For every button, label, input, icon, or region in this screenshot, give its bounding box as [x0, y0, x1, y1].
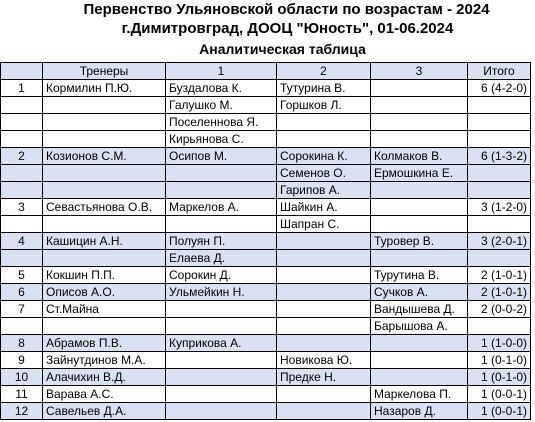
place-2: Шапран С.: [277, 216, 371, 233]
total: [468, 165, 531, 182]
place-2: [277, 335, 371, 352]
place-3: Сучков А.: [371, 284, 468, 301]
total: 3 (2-0-1): [468, 233, 531, 250]
place-2: Горшков Л.: [277, 97, 371, 114]
table-row: [1, 182, 531, 199]
place-3: [371, 114, 468, 131]
row-number: 10: [1, 369, 43, 386]
place-3: [371, 182, 468, 199]
coach-name: [43, 250, 166, 267]
place-3: [371, 216, 468, 233]
coach-name: Козионов С.М.: [43, 148, 166, 165]
total: [468, 216, 531, 233]
table-row: [1, 267, 531, 284]
row-number: [1, 97, 43, 114]
place-1: Галушко М.: [166, 97, 277, 114]
coach-name: [43, 165, 166, 182]
header-place-3: 3: [371, 63, 468, 80]
place-3: [371, 97, 468, 114]
place-1: Полуян П.: [166, 233, 277, 250]
table-row: [1, 403, 531, 420]
place-1: Осипов М.: [166, 148, 277, 165]
place-1: Кирьянова С.: [166, 131, 277, 148]
place-1: [166, 301, 277, 318]
place-3: Туровер В.: [371, 233, 468, 250]
table-row: [1, 250, 531, 267]
table-row: [1, 199, 531, 216]
coach-name: [43, 216, 166, 233]
place-3: Вандышева Д.: [371, 301, 468, 318]
place-2: Новикова Ю.: [277, 352, 371, 369]
title-line-3: Аналитическая таблица: [199, 41, 366, 57]
coach-name: Варава А.С.: [43, 386, 166, 403]
place-1: Елаева Д.: [166, 250, 277, 267]
total: [468, 131, 531, 148]
place-1: Маркелов А.: [166, 199, 277, 216]
header-coach-name: Тренеры: [43, 63, 166, 80]
place-2: [277, 301, 371, 318]
title-line-2: г.Димитровград, ДООЦ "Юность", 01-06.2024: [121, 20, 454, 37]
analytic-table: [0, 62, 531, 420]
total: 1 (0-0-1): [468, 386, 531, 403]
place-2: Сорокина К.: [277, 148, 371, 165]
row-number: [1, 131, 43, 148]
total: 1 (0-1-0): [468, 352, 531, 369]
header-row-number: [1, 63, 43, 80]
table-row: [1, 335, 531, 352]
table-row: [1, 386, 531, 403]
coach-name: Кашицин А.Н.: [43, 233, 166, 250]
place-2: Шайкин А.: [277, 199, 371, 216]
row-number: [1, 318, 43, 335]
place-1: Ульмейкин Н.: [166, 284, 277, 301]
row-number: [1, 216, 43, 233]
place-1: [166, 182, 277, 199]
place-3: [371, 199, 468, 216]
row-number: 4: [1, 233, 43, 250]
place-3: [371, 250, 468, 267]
coach-name: [43, 97, 166, 114]
place-3: Барышова А.: [371, 318, 468, 335]
coach-name: Описов А.О.: [43, 284, 166, 301]
total: [468, 97, 531, 114]
total: 3 (1-2-0): [468, 199, 531, 216]
row-number: 1: [1, 80, 43, 97]
total: [468, 182, 531, 199]
total: 1 (0-1-0): [468, 369, 531, 386]
total: 1 (1-0-0): [468, 335, 531, 352]
row-number: [1, 182, 43, 199]
place-3: Турутина В.: [371, 267, 468, 284]
coach-name: Зайнутдинов М.А.: [43, 352, 166, 369]
place-1: [166, 216, 277, 233]
place-2: Предке Н.: [277, 369, 371, 386]
coach-name: [43, 131, 166, 148]
coach-name: Севастьянова О.В.: [43, 199, 166, 216]
place-3: [371, 369, 468, 386]
total: 1 (0-0-1): [468, 403, 531, 420]
total: 6 (1-3-2): [468, 148, 531, 165]
place-1: Поселеннова Я.: [166, 114, 277, 131]
header-place-1: 1: [166, 63, 277, 80]
place-2: [277, 114, 371, 131]
row-number: 3: [1, 199, 43, 216]
row-number: 7: [1, 301, 43, 318]
table-row: [1, 284, 531, 301]
place-2: [277, 403, 371, 420]
place-1: [166, 318, 277, 335]
header-place-2: 2: [277, 63, 371, 80]
place-1: Сорокин Д.: [166, 267, 277, 284]
row-number: [1, 114, 43, 131]
place-3: Маркелова П.: [371, 386, 468, 403]
coach-name: Алачихин В.Д.: [43, 369, 166, 386]
place-1: Буздалова К.: [166, 80, 277, 97]
place-3: [371, 131, 468, 148]
place-2: [277, 267, 371, 284]
place-1: Куприкова А.: [166, 335, 277, 352]
place-2: [277, 318, 371, 335]
row-number: 12: [1, 403, 43, 420]
row-number: 8: [1, 335, 43, 352]
row-number: 2: [1, 148, 43, 165]
place-3: Ермошкина Е.: [371, 165, 468, 182]
place-2: [277, 131, 371, 148]
coach-name: Кормилин П.Ю.: [43, 80, 166, 97]
row-number: [1, 250, 43, 267]
coach-name: Кокшин П.П.: [43, 267, 166, 284]
header-total: Итого: [468, 63, 531, 80]
table-row: [1, 369, 531, 386]
table-row: [1, 233, 531, 250]
table-row: [1, 131, 531, 148]
place-2: [277, 250, 371, 267]
row-number: 11: [1, 386, 43, 403]
row-number: [1, 165, 43, 182]
place-1: [166, 403, 277, 420]
place-3: Колмаков В.: [371, 148, 468, 165]
table-row: [1, 352, 531, 369]
total: 6 (4-2-0): [468, 80, 531, 97]
total: [468, 250, 531, 267]
place-3: [371, 335, 468, 352]
table-row: [1, 318, 531, 335]
table-row: [1, 148, 531, 165]
table-row: [1, 80, 531, 97]
place-1: [166, 369, 277, 386]
total: 2 (1-0-1): [468, 284, 531, 301]
table-row: [1, 114, 531, 131]
coach-name: [43, 114, 166, 131]
place-2: [277, 233, 371, 250]
place-3: Назаров Д.: [371, 403, 468, 420]
table-row: [1, 301, 531, 318]
table-row: [1, 216, 531, 233]
place-3: [371, 352, 468, 369]
table-row: [1, 165, 531, 182]
table-row: [1, 97, 531, 114]
place-2: Тутурина В.: [277, 80, 371, 97]
coach-name: [43, 182, 166, 199]
row-number: 9: [1, 352, 43, 369]
coach-name: Ст.Майна: [43, 301, 166, 318]
place-2: [277, 386, 371, 403]
place-2: [277, 284, 371, 301]
place-2: Семенов О.: [277, 165, 371, 182]
total: 2 (1-0-1): [468, 267, 531, 284]
total: 2 (0-0-2): [468, 301, 531, 318]
coach-name: Абрамов П.В.: [43, 335, 166, 352]
place-1: [166, 352, 277, 369]
coach-name: Савельев Д.А.: [43, 403, 166, 420]
row-number: 5: [1, 267, 43, 284]
place-3: [371, 80, 468, 97]
place-1: [166, 165, 277, 182]
place-2: Гарипов А.: [277, 182, 371, 199]
coach-name: [43, 318, 166, 335]
title-line-1: Первенство Ульяновской области по возрастам - 2024: [83, 1, 490, 18]
row-number: 6: [1, 284, 43, 301]
place-1: [166, 386, 277, 403]
total: [468, 114, 531, 131]
total: [468, 318, 531, 335]
table-header-row: [1, 63, 531, 80]
